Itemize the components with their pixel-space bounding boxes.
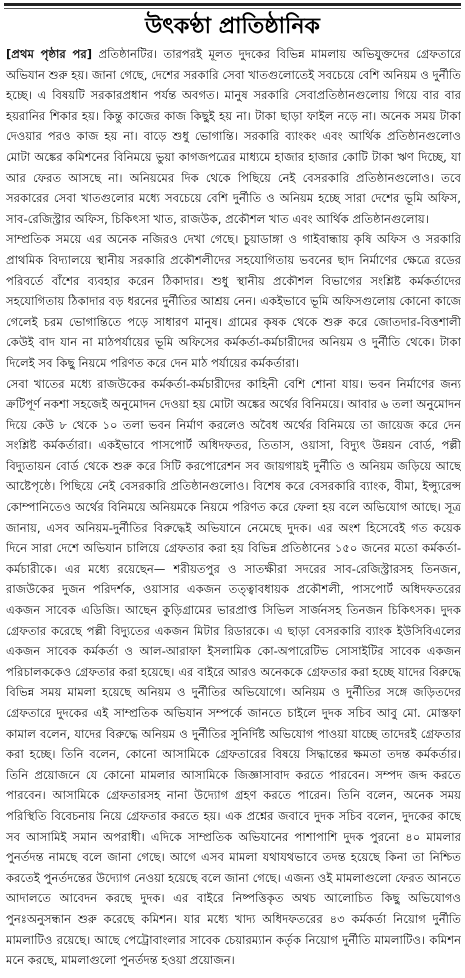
article-paragraph-2: সাম্প্রতিক সময়ে এর অনেক নজিরও দেখা গেছে। চুয়াডাঙ্গা ও গাইবান্ধায় কৃষি অফিস ও সরকারি প্রাথমিক বিদ্যালয়ে স্থানীয় সরকারি প্রকৌশলীদের সহযোগিতায় ভবনের ছাদ নির্মাণের ক্ষেত্রে রডের পরিবর্তে বাঁশের ব্যবহার করেন ঠিকাদার। শুধু স্থানীয় প্রকৌশল বিভাগের সংশ্লিষ্ট কর্মকর্তাদের সহযোগিতায় ঠিকাদার বড় ধরনের দুর্নীতির আশ্রয় নেন। একইভাবে ভূমি অফিসগুলোয় কোনো কাজে গেলেই চরম ভোগান্তিতে পড়ে সাধারণ মানুষ। গ্রামের কৃষক থেকে শুরু করে জোতদার-বিত্তশালী কেউই বাদ যান না মাঠপর্যায়ের ভূমি অফিসের কর্মকর্তা-কর্মচারীদের অনিয়ম ও দুর্নীতি থেকে। টাকা দিলেই সব কিছু নিয়মে পরিণত করে দেন মাঠ পর্যায়ের কর্মকর্তারা।	[6, 232, 461, 370]
continuation-tag: [প্রথম পৃষ্ঠার পর]	[6, 47, 93, 61]
top-border-rule-thin	[4, 8, 461, 9]
top-border-rule	[4, 3, 461, 6]
paragraph-1-text: প্রতিষ্ঠানটির। তারপরই মূলত দুদকের বিভিন্ন মামলায় অভিযুক্তদের গ্রেফতারে অভিযান শুরু হয়। জানা গেছে, দেশের সরকারি সেবা খাতগুলোতেই সবচেয়ে বেশি অনিয়ম ও দুর্নীতি হচ্ছে। এ বিষয়টি সরকারপ্রধান পর্যন্ত অবগত। মানুষ সরকারি সেবাপ্রতিষ্ঠানগুলোয় গিয়ে বার বার হয়রানির শিকার হয়। কিন্তু কাজের কাজ কিছুই হয় না। টাকা ছাড়া ফাইল নড়ে না। অনেক সময় টাকা দেওয়ার পরও কাজ হয় না। বাড়ে শুধু ভোগান্তি। সরকারি ব্যাংকং এবং আর্থিক প্রতিষ্ঠানগুলোও মোটা অঙ্কের কমিশনের বিনিময়ে ভুয়া কাগজপত্রের মাধ্যমে হাজার হাজার কোটি টাকা ঋণ দিচ্ছে, যা আর ফেরত আসছে না। অনিয়মের দিক থেকে পিছিয়ে নেই বেসরকারি প্রতিষ্ঠানগুলোও। তবে সরকারের সেবা খাতগুলোর মধ্যে সবচেয়ে বেশি দুর্নীতি ও অনিয়ম হচ্ছে সারা দেশের ভূমি অফিস, সাব-রেজিস্ট্রার অফিস, চিকিৎসা খাত, রাজউক, প্রকৌশল খাত এবং আর্থিক প্রতিষ্ঠানগুলোয়।	[6, 47, 461, 226]
article-paragraph-3: সেবা খাতের মধ্যে রাজউকের কর্মকর্তা-কর্মচারীদের কাহিনী বেশি শোনা যায়। ভবন নির্মাণের জন্য ক্রটিপূর্ণ নকশা সহজেই অনুমোদন দেওয়া হয় মোটা অঙ্কের অর্থের বিনিময়ে। আবার ৬ তলা অনুমোদন দিয়ে কেউ ৮ থেকে ১০ তলা ভবন নির্মাণ করলেও অবৈধ অর্থের বিনিময়ে তা জায়েজ করে দেন সংশ্লিষ্ট কর্মকর্তারা। একইভাবে পাসপোর্ট অধিদফতর, তিতাস, ওয়াসা, বিদ্যুৎ উন্নয়ন বোর্ড, পল্লী বিদ্যুতায়ন বোর্ড থেকে শুরু করে সিটি করপোরেশন সব জায়গায়ই দুর্নীতি ও অনিয়ম জড়িয়ে আছে আষ্টেপৃষ্ঠে। পিছিয়ে নেই বেসরকারি প্রতিষ্ঠানগুলোও। বিশেষ করে বেসরকারি ব্যাংক, বীমা, ইন্স্যুরেন্স কোম্পানিতেও অর্থের বিনিময়ে অনিয়মকে নিয়মে পরিণত করে ফেলা হয় বলে অভিযোগ আছে। সূত্র জানায়, এসব অনিয়ম-দুর্নীতির বিরুদ্ধেই অভিযানে নেমেছে দুদক। এর অংশ হিসেবেই গত কয়েক দিনে সারা দেশে অভিযান চালিয়ে গ্রেফতার করা হয় বিভিন্ন প্রতিষ্ঠানের ১৫০ জনের মতো কর্মকর্তা-কর্মচারীকে। এর মধ্যে রয়েছেন— শরীয়তপুর ও সাতক্ষীরা সদরের সাব-রেজিস্ট্রারসহ তিনজন, রাজউকের দুজন পরিদর্শক, ওয়াসার একজন তত্ত্বাবধায়ক প্রকৌশলী, পাসপোর্ট অধিদফতরের একজন সাবেক এডিজি। আছেন কুড়িগ্রামের ভারপ্রাপ্ত সিভিল সার্জনসহ তিনজন চিকিৎসক। দুদক গ্রেফতার করেছে পল্লী বিদ্যুতের একজন মিটার রিডারকে। এ ছাড়া বেসরকারি ব্যাংক ইউসিবিএলের একজন সাবেক কর্মকর্তা ও আল-আরাফা ইসলামিক কো-অপারেটিভ সোসাইটির সাবেক একজন পরিচালককেও গ্রেফতার করা হয়েছে। এর বাইরে আরও অনেককে গ্রেফতার করা হচ্ছে যাদের বিরুদ্ধে বিভিন্ন সময় মামলা হয়েছে অনিয়ম ও দুর্নীতির অভিযোগে। অনিয়ম ও দুর্নীতির সঙ্গে জড়িতদের গ্রেফতারে দুদকের এই সাম্প্রতিক অভিযান সম্পর্কে জানতে চাইলে দুদক সচিব আবু মো. মোস্তফা কামাল বলেন, যাদের বিরুদ্ধে অনিয়ম ও দুর্নীতির সুনির্দিষ্ট অভিযোগ পাওয়া যাচ্ছে তাদেরই গ্রেফতার করা হচ্ছে। তিনি বলেন, কোনো আসামিকে গ্রেফতারের বিষয়ে সিদ্ধান্তের ক্ষমতা তদন্ত কর্মকর্তার। তিনি প্রয়োজনে যে কোনো মামলার আসামিকে জিজ্ঞাসাবাদ করতে পারবেন। সম্পদ জব্দ করতে পারবেন। আসামিকে গ্রেফতারসহ নানা উদ্যোগ গ্রহণ করতে পারেন। তিনি বলেন, অনেক সময় পরিস্থিতি বিবেচনায় নিয়ে গ্রেফতার করতে হয়। এক প্রশ্নের জবাবে দুদক সচিব বলেন, দুদকের কাছে সব আসামিই সমান অপরাধী। এদিকে সাম্প্রতিক অভিযানের পাশাপাশি দুদক পুরনো ৪০ মামলার পুনর্তদন্ত নামছে বলে জানা গেছে। আগে এসব মামলা যথাযথভাবে তদন্ত হয়েছে কিনা তা নিশ্চিত করতেই পুনর্তদন্তের উদ্যোগ নেওয়া হয়েছে বলে জানা গেছে। এজন্য ওই মামলাগুলো ফেরত আনতে আদালতে আবেদন করছে দুদক। এর বাইরে নিষ্পত্তিকৃত অথচ আলোচিত কিছু অভিযোগও পুনঃঅনুসন্ধান শুরু করেছে কমিশন। যার মধ্যে খাদ্য অধিদফতরের ৪৩ কর্মকর্তা নিয়োগ দুর্নীতি মামলাটিও রয়েছে। আছে পেট্রোবাংলার সাবেক চেয়ারম্যান কর্তৃক নিয়োগ দুর্নীতি মামলাটিও। কমিশন মনে করছে, মামলাগুলো পুনর্তদন্ত হওয়া প্রয়োজন।	[6, 376, 461, 968]
article-body	[6, 44, 461, 976]
article-paragraph-1	[6, 44, 461, 229]
article-headline: উৎকণ্ঠা প্রাতিষ্ঠানিক	[145, 14, 320, 39]
